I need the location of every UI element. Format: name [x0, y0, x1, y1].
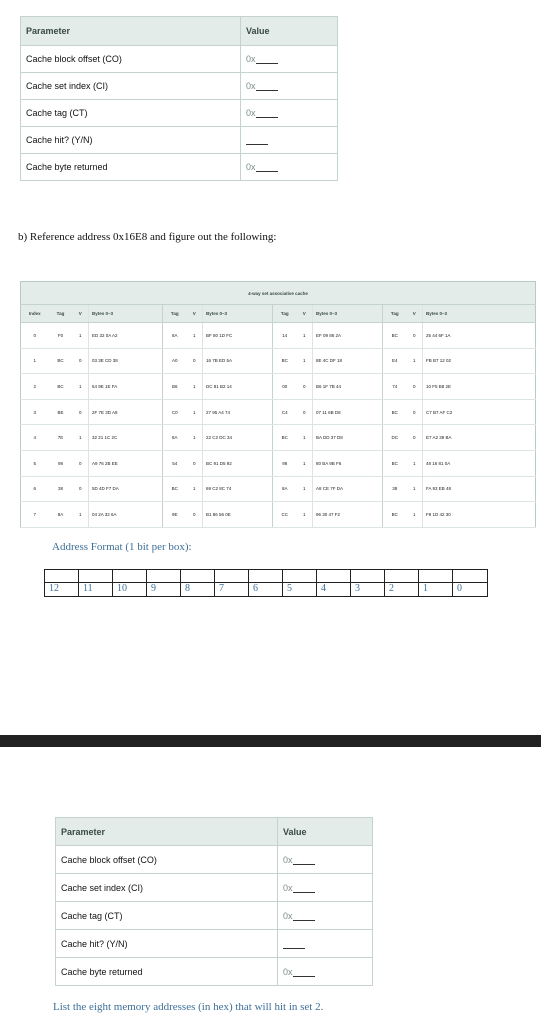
- bit-entry-box[interactable]: [215, 570, 248, 583]
- cache-cell: BC: [49, 374, 73, 400]
- set-index-cell: 1: [21, 348, 49, 374]
- cache-cell: 1: [187, 425, 203, 451]
- parameter-row: [56, 846, 373, 874]
- cache-column-header: Index: [21, 305, 49, 323]
- cache-column-header: Bytes 0–3: [89, 305, 163, 323]
- bit-entry-box[interactable]: [79, 570, 112, 583]
- cache-cell: 54: [163, 450, 187, 476]
- address-bit-box[interactable]: [181, 570, 215, 596]
- answer-blank[interactable]: [246, 136, 268, 145]
- value-prefix: 0x: [283, 966, 293, 977]
- parameter-row: [56, 902, 373, 930]
- cache-cell: 22 C2 DC 34: [203, 425, 273, 451]
- cache-column-header: Tag: [273, 305, 297, 323]
- cache-cell: 1: [297, 425, 313, 451]
- address-bit-box[interactable]: [113, 570, 147, 596]
- cache-set-row: [21, 348, 536, 374]
- cache-cell: E4: [383, 348, 407, 374]
- cache-cell: 54 9E 1E FA: [89, 374, 163, 400]
- address-bit-box[interactable]: [351, 570, 385, 596]
- parameter-value-cell[interactable]: [241, 127, 338, 154]
- cache-cell: 1: [187, 374, 203, 400]
- cache-column-header: V: [187, 305, 203, 323]
- cache-cell: 16 7B ED 5A: [203, 348, 273, 374]
- parameter-value-cell[interactable]: [241, 154, 338, 181]
- cache-cell: B6 1F 7B 44: [313, 374, 383, 400]
- cache-cell: BC: [383, 450, 407, 476]
- cache-cell: 00: [273, 374, 297, 400]
- cache-cell: 5D 4D F7 DA: [89, 476, 163, 502]
- cache-cell: 0: [297, 374, 313, 400]
- parameter-value-cell[interactable]: [278, 874, 373, 902]
- cache-cell: 0: [187, 502, 203, 528]
- bit-position-label: 9: [151, 583, 156, 594]
- parameter-value-cell[interactable]: [278, 902, 373, 930]
- cache-cell: BC: [163, 476, 187, 502]
- address-bit-box[interactable]: [317, 570, 351, 596]
- value-prefix: 0x: [246, 162, 256, 172]
- address-bit-box[interactable]: [79, 570, 113, 596]
- cache-column-header: Bytes 0–3: [313, 305, 383, 323]
- cache-set-row: [21, 399, 536, 425]
- cache-cell: C4: [273, 399, 297, 425]
- cache-cell: BC: [273, 425, 297, 451]
- parameter-row: [21, 73, 338, 100]
- section-divider: [0, 735, 541, 747]
- cache-set-row: [21, 374, 536, 400]
- cache-cell: 0: [407, 374, 423, 400]
- address-bit-box[interactable]: [45, 570, 79, 596]
- parameter-value-cell[interactable]: [241, 100, 338, 127]
- bit-position-label: 8: [185, 583, 190, 594]
- cache-cell: 1: [73, 502, 89, 528]
- cache-cell: 1: [407, 450, 423, 476]
- cache-cell: 0: [187, 450, 203, 476]
- parameter-table-bottom: [55, 817, 373, 986]
- set-index-cell: 7: [21, 502, 49, 528]
- parameter-table-top: [20, 16, 338, 181]
- address-bit-box[interactable]: [419, 570, 453, 596]
- cache-cell: 69 C2 8C 74: [203, 476, 273, 502]
- cache-cell: B6: [163, 374, 187, 400]
- cache-cell: 1: [187, 323, 203, 349]
- cache-cell: 8A: [273, 476, 297, 502]
- value-prefix: 0x: [283, 882, 293, 893]
- cache-cell: 38: [49, 476, 73, 502]
- cache-cell: 03 3E CD 38: [89, 348, 163, 374]
- parameter-label: Cache tag (CT): [56, 902, 278, 930]
- answer-blank[interactable]: [293, 856, 315, 865]
- bit-position-label: 11: [83, 583, 93, 594]
- parameter-row: [21, 127, 338, 154]
- question-heading: b) Reference address 0x16E8 and figure out the following:: [18, 231, 277, 243]
- set-index-cell: 2: [21, 374, 49, 400]
- answer-blank[interactable]: [293, 912, 315, 921]
- address-format-label: Address Format (1 bit per box):: [52, 541, 192, 553]
- cache-cell: 8A: [163, 425, 187, 451]
- parameter-value-cell[interactable]: [278, 930, 373, 958]
- bit-entry-box[interactable]: [45, 570, 78, 583]
- bit-position-label: 3: [355, 583, 360, 594]
- bit-entry-box[interactable]: [351, 570, 384, 583]
- parameter-value-cell[interactable]: [241, 73, 338, 100]
- cache-cell: 8E 4C DF 18: [313, 348, 383, 374]
- parameter-label: Cache set index (CI): [56, 874, 278, 902]
- value-prefix: 0x: [246, 108, 256, 118]
- bit-entry-box[interactable]: [317, 570, 350, 583]
- cache-cell: 27 95 A4 74: [203, 399, 273, 425]
- bit-entry-box[interactable]: [283, 570, 316, 583]
- cache-cell: EF 09 86 2A: [313, 323, 383, 349]
- answer-blank[interactable]: [293, 968, 315, 977]
- cache-cell: 98: [273, 450, 297, 476]
- cache-cell: BC: [49, 348, 73, 374]
- bit-position-label: 2: [389, 583, 394, 594]
- cache-cell: BF 80 1D FC: [203, 323, 273, 349]
- cache-column-header: Tag: [163, 305, 187, 323]
- cache-cell: 1: [187, 399, 203, 425]
- instruction-text: List the eight memory addresses (in hex) that will hit in set 2.: [53, 1001, 324, 1013]
- cache-cell: 0: [73, 348, 89, 374]
- address-bit-box[interactable]: [385, 570, 419, 596]
- cache-cell: B1 86 56 0E: [203, 502, 273, 528]
- cache-cell: 0: [407, 399, 423, 425]
- cache-cell: BE: [49, 399, 73, 425]
- cache-set-row: [21, 323, 536, 349]
- cache-cell: F0: [49, 323, 73, 349]
- parameter-label: Cache set index (CI): [21, 73, 241, 100]
- cache-cell: BC: [383, 323, 407, 349]
- cache-set-row: [21, 450, 536, 476]
- bit-position-label: 1: [423, 583, 428, 594]
- cache-cell: 1: [297, 348, 313, 374]
- parameter-row: [56, 958, 373, 986]
- cache-cell: CC: [273, 502, 297, 528]
- cache-cell: 1: [73, 425, 89, 451]
- parameter-header: Parameter: [21, 17, 241, 46]
- bit-entry-box[interactable]: [453, 570, 487, 583]
- cache-cell: 96 30 47 F2: [313, 502, 383, 528]
- bit-position-label: 6: [253, 583, 258, 594]
- cache-cell: 8A: [163, 323, 187, 349]
- set-index-cell: 0: [21, 323, 49, 349]
- bit-position-label: 12: [49, 583, 59, 594]
- cache-cell: F8 1D 42 30: [423, 502, 536, 528]
- cache-column-header: V: [73, 305, 89, 323]
- value-header: Value: [241, 17, 338, 46]
- cache-cell: 0: [187, 348, 203, 374]
- bit-position-label: 0: [457, 583, 462, 594]
- cache-cell: BC: [383, 399, 407, 425]
- cache-set-row: [21, 425, 536, 451]
- cache-cell: C0: [163, 399, 187, 425]
- cache-cell: 07 11 6B D8: [313, 399, 383, 425]
- cache-cell: 1: [187, 476, 203, 502]
- cache-cell: 1: [297, 450, 313, 476]
- cache-cell: 7E: [49, 425, 73, 451]
- parameter-label: Cache block offset (CO): [21, 46, 241, 73]
- set-index-cell: 5: [21, 450, 49, 476]
- set-index-cell: 4: [21, 425, 49, 451]
- bit-position-label: 4: [321, 583, 326, 594]
- bit-entry-box[interactable]: [385, 570, 418, 583]
- cache-cell: C7 B7 AF C2: [423, 399, 536, 425]
- cache-cell: 1: [407, 476, 423, 502]
- parameter-row: [56, 874, 373, 902]
- address-bit-box[interactable]: [249, 570, 283, 596]
- parameter-label: Cache byte returned: [56, 958, 278, 986]
- cache-cell: 14: [273, 323, 297, 349]
- answer-blank[interactable]: [293, 884, 315, 893]
- cache-cell: BA DD 37 D8: [313, 425, 383, 451]
- answer-blank[interactable]: [256, 109, 278, 118]
- address-bit-box[interactable]: [215, 570, 249, 596]
- cache-cell: BC: [383, 502, 407, 528]
- answer-blank[interactable]: [256, 82, 278, 91]
- cache-cell: 80 BA 9B F6: [313, 450, 383, 476]
- cache-cell: 1: [297, 476, 313, 502]
- set-index-cell: 3: [21, 399, 49, 425]
- bit-position-label: 5: [287, 583, 292, 594]
- cache-cell: A9 76 2B EE: [89, 450, 163, 476]
- cache-cell: 0: [73, 450, 89, 476]
- address-bit-box[interactable]: [283, 570, 317, 596]
- cache-cell: 1: [73, 323, 89, 349]
- parameter-value-cell[interactable]: [278, 958, 373, 986]
- cache-cell: 98: [49, 450, 73, 476]
- answer-blank[interactable]: [256, 163, 278, 172]
- bit-entry-box[interactable]: [419, 570, 452, 583]
- cache-cell: 2F 7E 3D A8: [89, 399, 163, 425]
- cache-column-header: V: [407, 305, 423, 323]
- parameter-label: Cache hit? (Y/N): [56, 930, 278, 958]
- cache-table: [20, 281, 536, 528]
- bit-entry-box[interactable]: [147, 570, 180, 583]
- cache-cell: 48 16 81 0A: [423, 450, 536, 476]
- cache-cell: 0: [297, 399, 313, 425]
- cache-cell: 74: [383, 374, 407, 400]
- bit-entry-box[interactable]: [249, 570, 282, 583]
- cache-column-header: Bytes 0–3: [203, 305, 273, 323]
- value-prefix: 0x: [283, 854, 293, 865]
- parameter-label: Cache hit? (Y/N): [21, 127, 241, 154]
- cache-cell: 1: [407, 502, 423, 528]
- answer-blank[interactable]: [256, 55, 278, 64]
- cache-column-header: V: [297, 305, 313, 323]
- parameter-label: Cache tag (CT): [21, 100, 241, 127]
- cache-cell: 9E: [163, 502, 187, 528]
- parameter-value-cell[interactable]: [241, 46, 338, 73]
- cache-cell: 8A: [49, 502, 73, 528]
- address-bit-box[interactable]: [453, 570, 487, 596]
- cache-cell: DC: [383, 425, 407, 451]
- cache-cell: DC 81 B2 14: [203, 374, 273, 400]
- parameter-label: Cache block offset (CO): [56, 846, 278, 874]
- parameter-label: Cache byte returned: [21, 154, 241, 181]
- cache-cell: 1: [407, 348, 423, 374]
- cache-cell: 0: [73, 399, 89, 425]
- cache-cell: 25 44 6F 1A: [423, 323, 536, 349]
- address-format-grid: [44, 569, 488, 597]
- bit-entry-box[interactable]: [113, 570, 146, 583]
- bit-position-label: 7: [219, 583, 224, 594]
- cache-cell: 1: [297, 323, 313, 349]
- cache-cell: ED 32 0A A2: [89, 323, 163, 349]
- cache-cell: 0: [73, 476, 89, 502]
- parameter-row: [21, 154, 338, 181]
- cache-cell: E7 A2 39 BA: [423, 425, 536, 451]
- cache-cell: FA 93 EB 48: [423, 476, 536, 502]
- cache-cell: 10 F5 B8 2E: [423, 374, 536, 400]
- parameter-row: [56, 930, 373, 958]
- value-prefix: 0x: [283, 910, 293, 921]
- address-bit-box[interactable]: [147, 570, 181, 596]
- cache-column-header: Tag: [383, 305, 407, 323]
- cache-cell: BC 91 D5 92: [203, 450, 273, 476]
- cache-cell: 0: [407, 323, 423, 349]
- cache-cell: FB B7 12 02: [423, 348, 536, 374]
- cache-column-header: Bytes 0–3: [423, 305, 536, 323]
- parameter-header: Parameter: [56, 818, 278, 846]
- bit-position-label: 10: [117, 583, 127, 594]
- value-prefix: 0x: [246, 54, 256, 64]
- value-prefix: 0x: [246, 81, 256, 91]
- parameter-row: [21, 46, 338, 73]
- cache-cell: BC: [273, 348, 297, 374]
- parameter-row: [21, 100, 338, 127]
- cache-table-caption: 4-way set associative cache: [21, 282, 536, 305]
- cache-cell: 04 2A 32 6A: [89, 502, 163, 528]
- cache-cell: 32 21 1C 2C: [89, 425, 163, 451]
- cache-column-header: Tag: [49, 305, 73, 323]
- cache-cell: 1: [73, 374, 89, 400]
- set-index-cell: 6: [21, 476, 49, 502]
- cache-cell: A0: [163, 348, 187, 374]
- cache-cell: 1: [297, 502, 313, 528]
- value-header: Value: [278, 818, 373, 846]
- bit-entry-box[interactable]: [181, 570, 214, 583]
- cache-set-row: [21, 476, 536, 502]
- answer-blank[interactable]: [283, 940, 305, 949]
- cache-cell: 38: [383, 476, 407, 502]
- cache-set-row: [21, 502, 536, 528]
- cache-cell: A8 CE 7F DA: [313, 476, 383, 502]
- cache-cell: 0: [407, 425, 423, 451]
- parameter-value-cell[interactable]: [278, 846, 373, 874]
